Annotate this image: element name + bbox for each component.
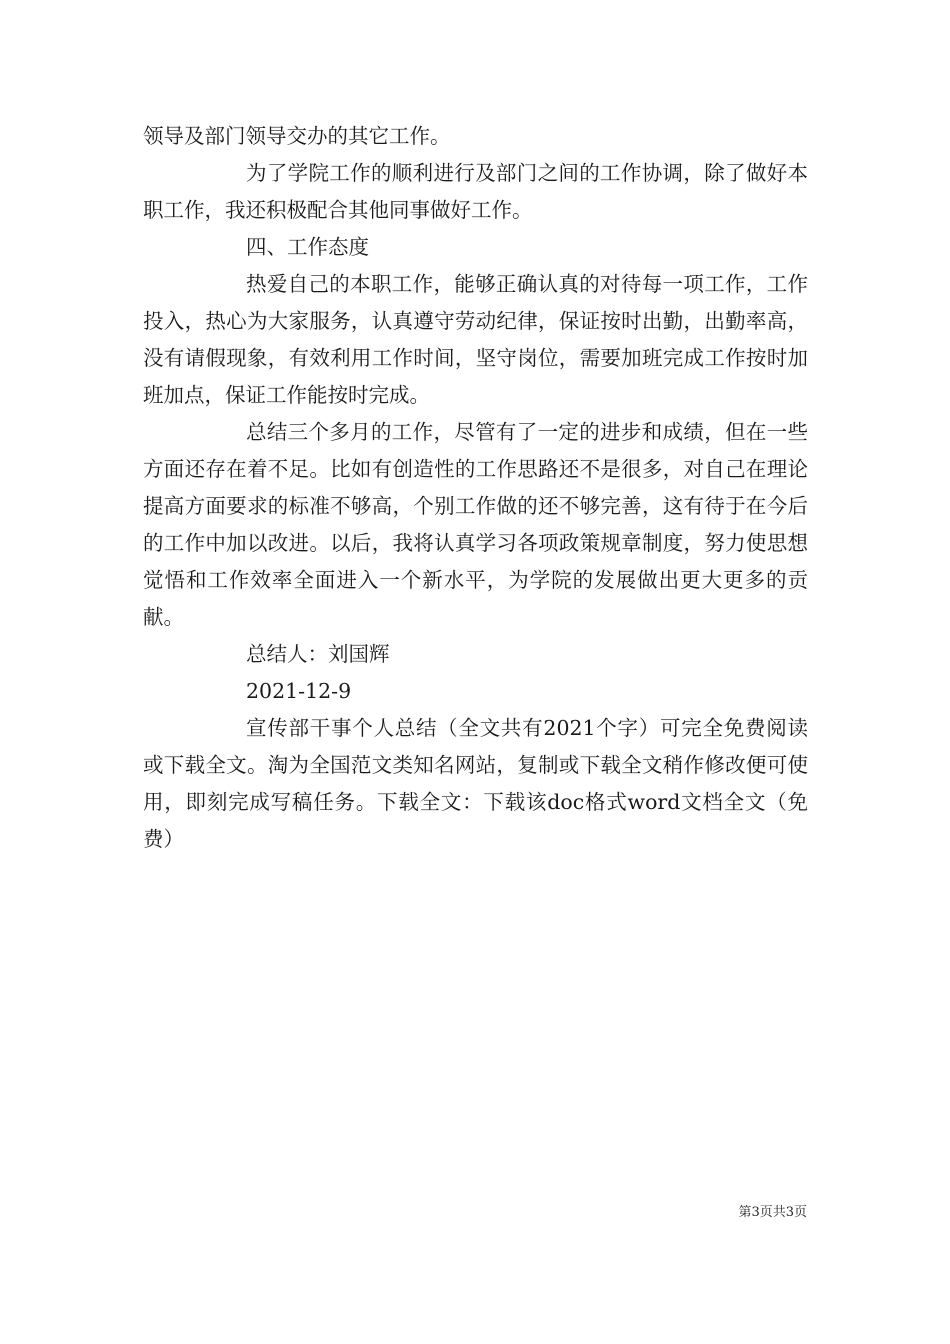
page-number-footer: 第3页共3页 — [738, 1205, 807, 1220]
section-heading-work-attitude: 四、工作态度 — [246, 235, 369, 259]
paragraph-download-note: 宣传部干事个人总结（全文共有2021个字）可完全免费阅读或下载全文。淘为全国范文类知名网站，复制或下载全文稍作修改便可使用，即刻完成写稿任务。下载全文：下载该doc格式word文档全文（免费） — [143, 716, 808, 851]
paragraph-continuation: 领导及部门领导交办的其它工作。 — [143, 124, 451, 148]
signature-date: 2021-12-9 — [246, 679, 352, 703]
paragraph-coordination: 为了学院工作的顺利进行及部门之间的工作协调，除了做好本职工作，我还积极配合其他同事做好工作。 — [143, 161, 808, 222]
paragraph-summary: 总结三个多月的工作，尽管有了一定的进步和成绩，但在一些方面还存在着不足。比如有创造性的工作思路还不是很多，对自己在理论提高方面要求的标准不够高，个别工作做的还不够完善，这有待于在今后的工作中加以改进。以后，我将认真学习各项政策规章制度，努力使思想觉悟和工作效率全面进入一个新水平，为学院的发展做出更大更多的贡献。 — [143, 420, 808, 629]
document-body — [143, 118, 808, 858]
paragraph-work-attitude: 热爱自己的本职工作，能够正确认真的对待每一项工作，工作投入，热心为大家服务，认真遵守劳动纪律，保证按时出勤，出勤率高，没有请假现象，有效利用工作时间，坚守岗位，需要加班完成工作按时加班加点，保证工作能按时完成。 — [143, 272, 808, 407]
signature-author: 总结人：刘国辉 — [246, 642, 390, 666]
